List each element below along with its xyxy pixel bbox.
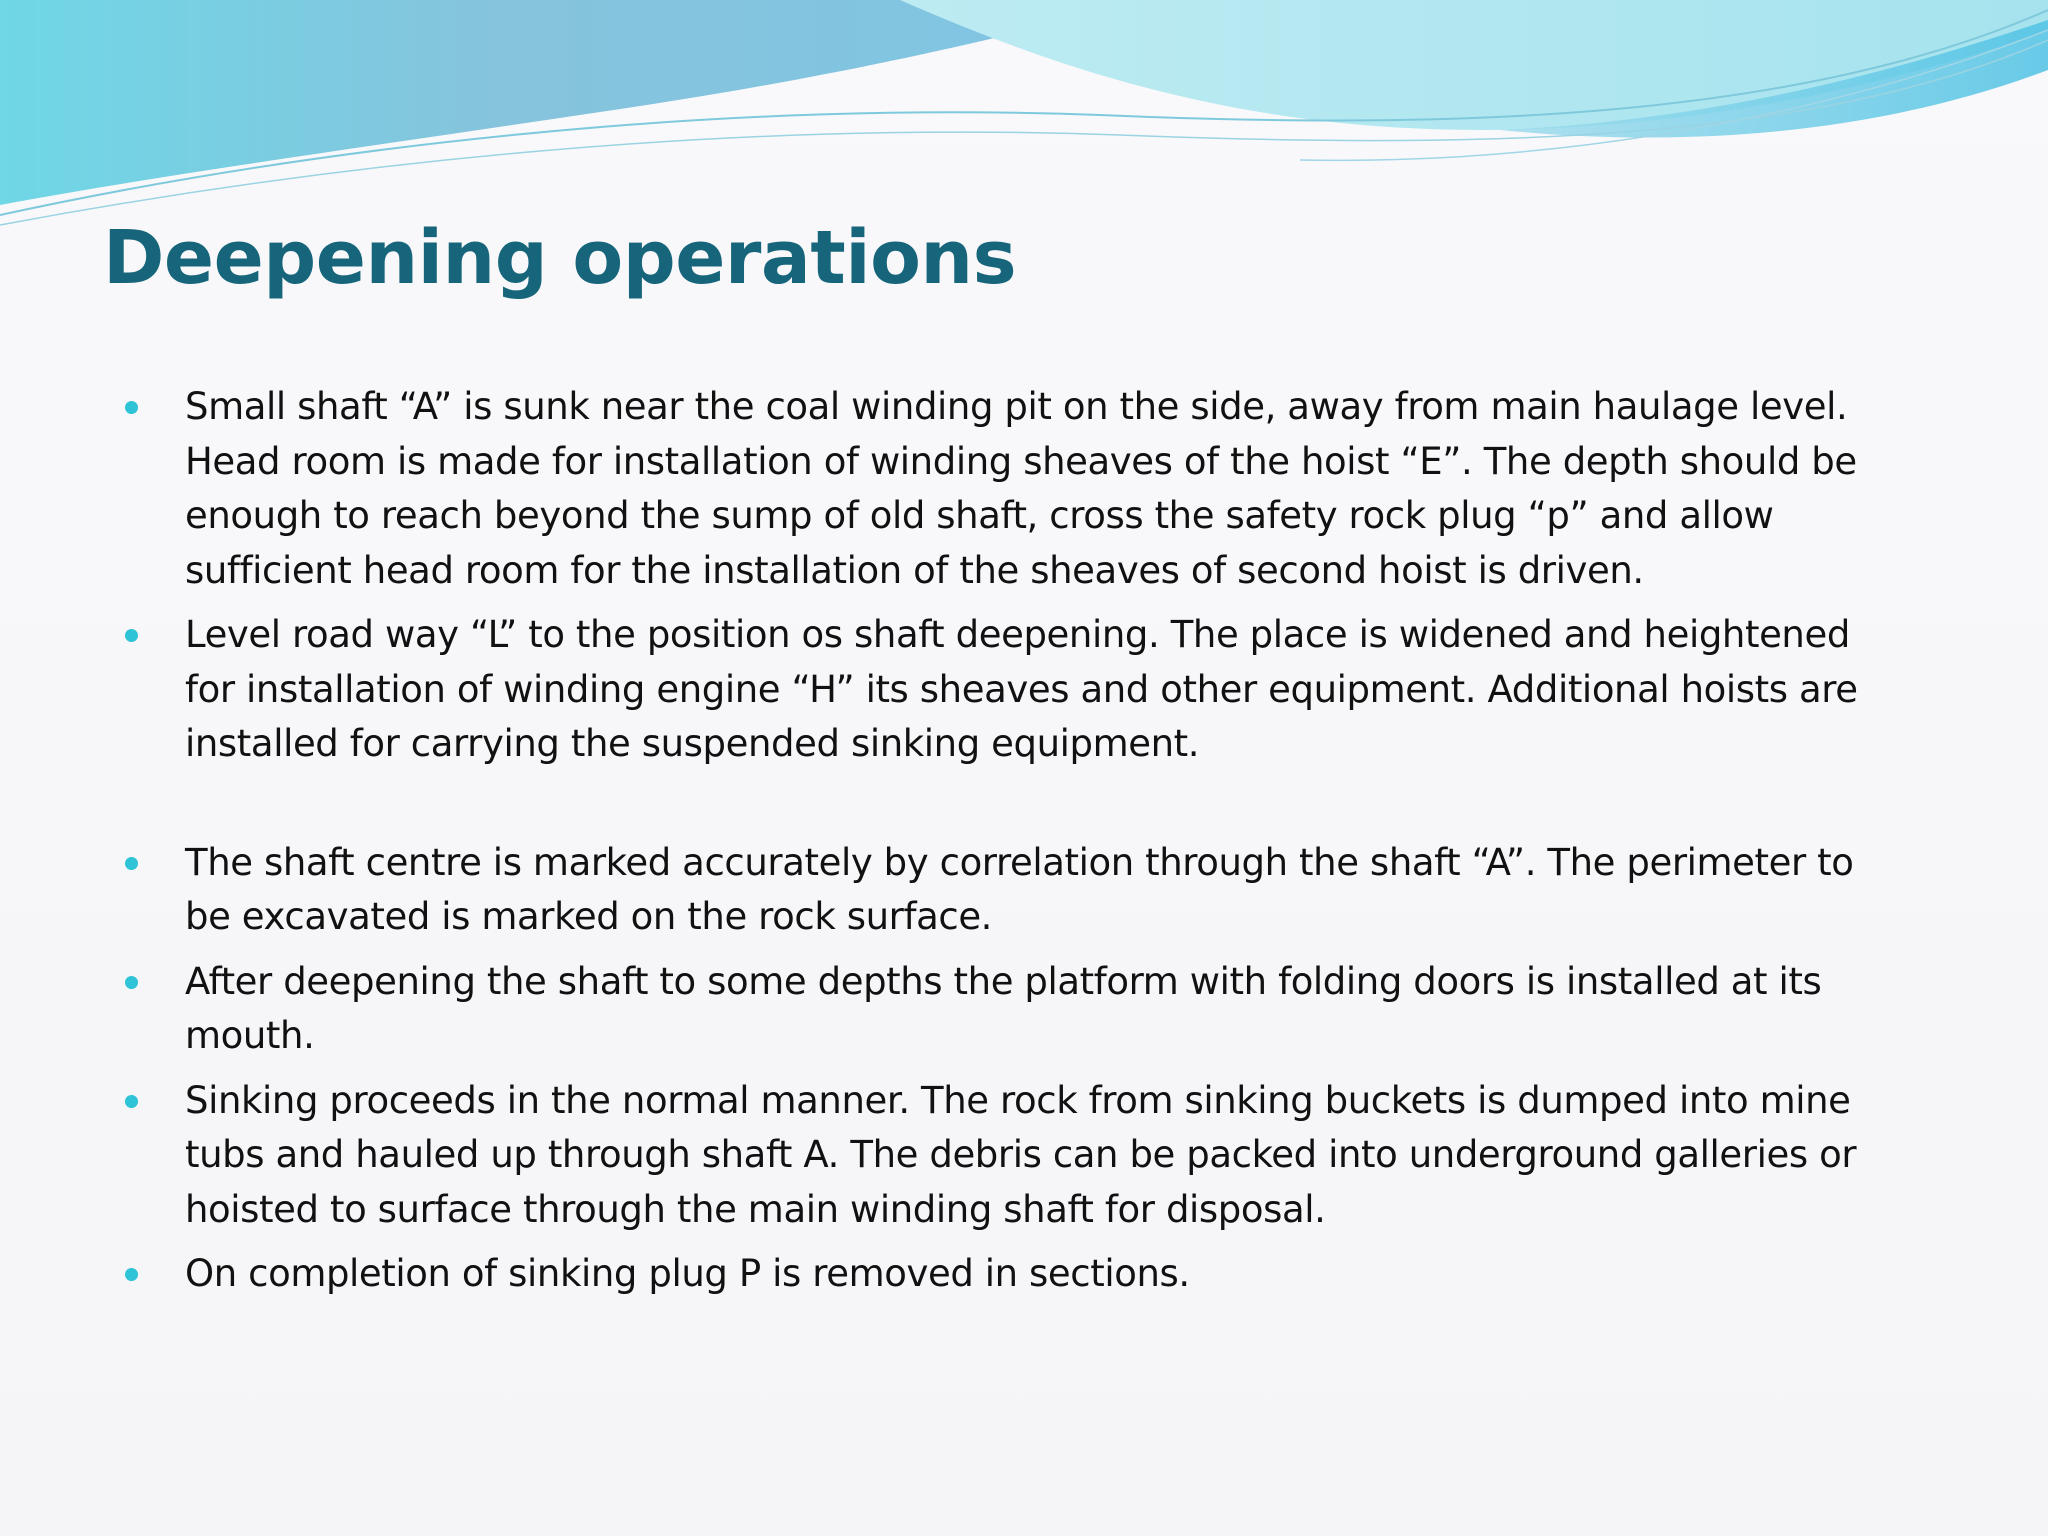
round-bullet-icon (125, 401, 138, 414)
bullet-list (118, 380, 1898, 1312)
bullet-item (118, 955, 1898, 1064)
bullet-item (118, 1247, 1898, 1302)
round-bullet-icon (125, 976, 138, 989)
bullet-item (118, 608, 1898, 772)
round-bullet-icon (125, 1095, 138, 1108)
bullet-text: Small shaft “A” is sunk near the coal winding pit on the side, away from main haulage level. Head room is made for installation of winding sheaves of the hoist “E”. The depth should be enough to reach beyond the sump of old shaft, cross the safety rock plug “p” and allow sufficient head room for the installation of the sheaves of second hoist is driven. (185, 385, 1857, 592)
header-wave-decoration (0, 0, 2048, 240)
bullet-text: On completion of sinking plug P is removed in sections. (185, 1252, 1190, 1295)
slide-title: Deepening operations (103, 215, 1017, 301)
round-bullet-icon (125, 1268, 138, 1281)
bullet-item (118, 836, 1898, 945)
bullet-text: Sinking proceeds in the normal manner. The rock from sinking buckets is dumped into mine tubs and hauled up through shaft A. The debris can be packed into underground galleries or hoisted to surface through the main winding shaft for disposal. (185, 1078, 1857, 1231)
bullet-item (118, 1074, 1898, 1238)
bullet-text: The shaft centre is marked accurately by correlation through the shaft “A”. The perimeter to be excavated is marked on the rock surface. (185, 840, 1854, 938)
bullet-text: Level road way “L” to the position os shaft deepening. The place is widened and heightened for installation of winding engine “H” its sheaves and other equipment. Additional hoists are installed for carrying the suspended sinking equipment. (185, 613, 1858, 765)
bullet-item (118, 380, 1898, 598)
round-bullet-icon (125, 857, 138, 870)
round-bullet-icon (125, 629, 138, 642)
bullet-text: After deepening the shaft to some depths the platform with folding doors is installed at its mouth. (185, 959, 1822, 1057)
